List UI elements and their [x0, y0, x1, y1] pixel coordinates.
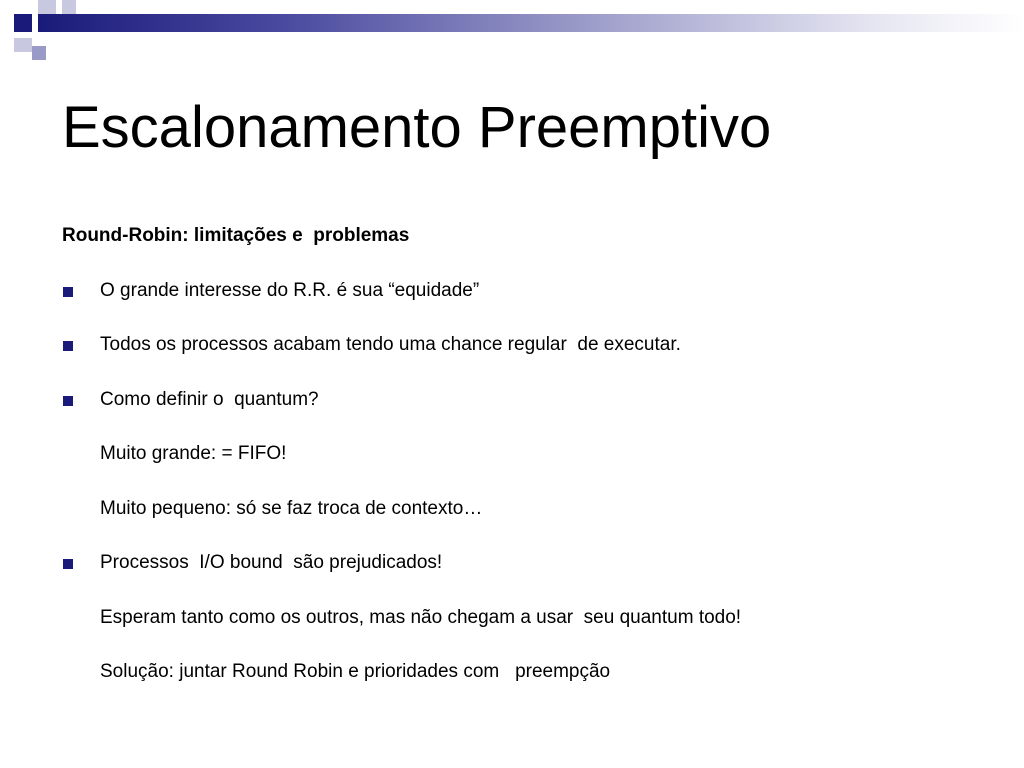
- corner-square-decoration: [32, 46, 46, 60]
- corner-square-decoration: [38, 0, 56, 14]
- list-item: Esperam tanto como os outros, mas não chegam a usar seu quantum todo!: [100, 607, 742, 628]
- list-item: Todos os processos acabam tendo uma chance regular de executar.: [100, 334, 681, 355]
- corner-square-decoration: [14, 14, 32, 32]
- list-item: Muito grande: = FIFO!: [100, 443, 287, 464]
- list-item: Processos I/O bound são prejudicados!: [100, 552, 443, 573]
- corner-square-decoration: [14, 38, 32, 52]
- list-item: Como definir o quantum?: [100, 389, 319, 410]
- bullet-marker: [63, 287, 73, 297]
- list-item: O grande interesse do R.R. é sua “equidade”: [100, 280, 480, 301]
- list-item: Muito pequeno: só se faz troca de contexto…: [100, 498, 483, 519]
- bullet-marker: [63, 341, 73, 351]
- slide-title: Escalonamento Preemptivo: [62, 95, 772, 160]
- corner-square-decoration: [62, 0, 76, 14]
- list-item: Solução: juntar Round Robin e prioridades com preempção: [100, 661, 611, 682]
- bullet-marker: [63, 559, 73, 569]
- header-gradient-bar: [38, 14, 1024, 32]
- bullet-marker: [63, 396, 73, 406]
- slide-subtitle: Round-Robin: limitações e problemas: [62, 225, 410, 246]
